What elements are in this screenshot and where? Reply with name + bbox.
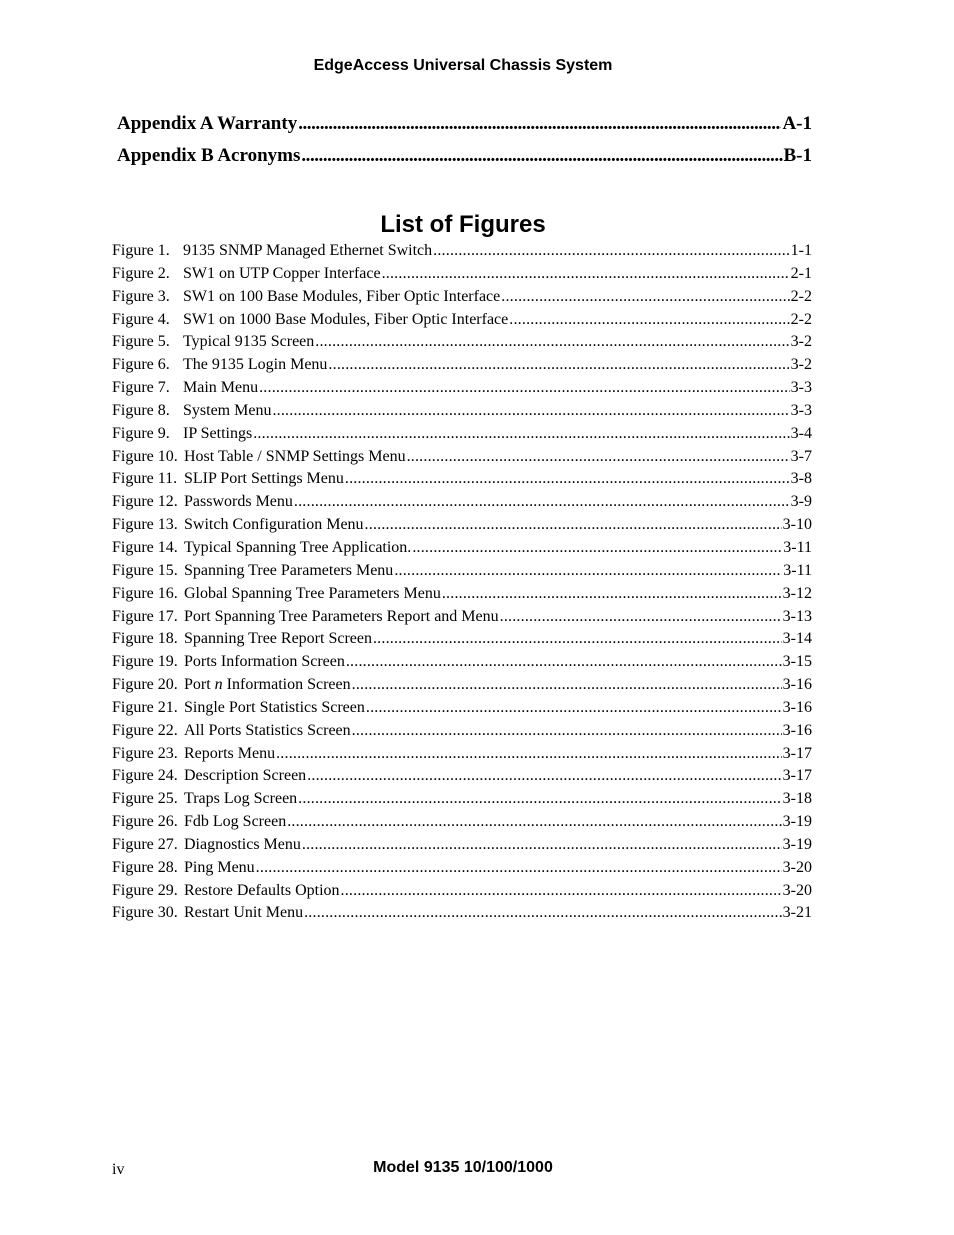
figure-entry-page: 3-2 [790,356,812,374]
figure-entry-label [112,902,303,924]
figure-entry[interactable] [112,491,812,514]
figure-number: Figure 4. [112,310,170,328]
figure-number: Figure 11. [112,470,178,488]
figure-entry[interactable] [112,468,812,491]
figure-title: The 9135 Login Menu [183,356,328,374]
figure-entry-page: 3-15 [782,653,812,671]
figure-entry-page: 3-3 [790,379,812,397]
figure-entry-page: 3-21 [782,904,812,922]
figure-number: Figure 17. [112,607,178,625]
figure-number: Figure 22. [112,721,178,739]
figure-entry[interactable] [112,697,812,720]
figure-entry[interactable] [112,331,812,354]
toc-entry-page: B-1 [783,145,812,166]
dot-leader [276,743,782,765]
dot-leader [412,537,782,559]
figure-entry-page: 3-9 [790,493,812,511]
figure-entry-label [112,583,441,605]
figure-title: Global Spanning Tree Parameters Menu [184,584,441,602]
figure-number: Figure 29. [112,881,178,899]
figure-number: Figure 10. [112,447,178,465]
figure-entry[interactable] [112,811,812,834]
figure-entry-page: 3-3 [790,401,812,419]
figure-number: Figure 27. [112,835,178,853]
figure-entry-page: 3-8 [790,470,812,488]
figure-title: Switch Configuration Menu [184,516,364,534]
figure-entry-label [112,880,340,902]
dot-leader [346,651,782,673]
figure-entry[interactable] [112,765,812,788]
figure-entry-page: 3-17 [782,744,812,762]
figure-title: Spanning Tree Parameters Menu [184,561,394,579]
dot-leader [298,788,782,810]
figure-entry-page: 3-10 [782,516,812,534]
figure-entry-label [112,400,271,422]
dot-leader [501,286,789,308]
figure-entry-label [112,468,344,490]
figure-title-part: Port [184,676,215,694]
figure-entry-page: 3-19 [782,813,812,831]
figure-title: Main Menu [183,379,259,397]
figure-title: Spanning Tree Report Screen [184,630,372,648]
dot-leader [294,491,790,513]
figure-entry[interactable] [112,880,812,903]
figure-title: Single Port Statistics Screen [184,698,365,716]
figure-entry-label [112,560,393,582]
figure-number: Figure 12. [112,493,178,511]
figure-entry-page: 3-16 [782,698,812,716]
dot-leader [328,354,789,376]
figure-number: Figure 3. [112,287,170,305]
dot-leader [509,309,789,331]
figure-number: Figure 8. [112,401,170,419]
dot-leader [287,811,781,833]
figure-title-italic: n [214,676,223,694]
figure-entry-label [112,743,275,765]
figure-entry-label [112,446,406,468]
dot-leader [341,880,782,902]
figure-entry[interactable] [112,537,812,560]
figure-title: Restart Unit Menu [184,904,304,922]
figure-title: Passwords Menu [184,493,293,511]
figure-entry-label [112,537,411,559]
running-header: EdgeAccess Universal Chassis System [313,57,613,74]
toc-entry-appendix-a[interactable] [117,112,812,136]
figure-entry[interactable] [112,788,812,811]
figure-entry[interactable] [112,674,812,697]
figure-entry-page: 3-12 [782,584,812,602]
dot-leader [307,765,781,787]
figure-entry[interactable] [112,743,812,766]
figure-entry-page: 2-2 [790,287,812,305]
figure-entry-label [112,651,345,673]
figure-number: Figure 16. [112,584,178,602]
figure-entry-label [112,240,432,262]
dot-leader [298,112,781,136]
figure-title: Reports Menu [184,744,276,762]
figure-number: Figure 19. [112,653,178,671]
figure-entry[interactable] [112,651,812,674]
figure-entry-label [112,286,500,308]
toc-entry-page: A-1 [782,113,812,134]
figure-entry-page: 3-11 [783,538,812,556]
figure-entry-label [112,834,301,856]
figure-title: SW1 on 1000 Base Modules, Fiber Optic Interface [183,310,509,328]
figure-entry-page: 3-11 [783,561,812,579]
figure-title: SW1 on 100 Base Modules, Fiber Optic Interface [183,287,501,305]
figure-entry[interactable] [112,583,812,606]
footer-page-number: iv [112,1161,125,1178]
figure-entry-page: 2-1 [790,264,812,282]
figure-entry-page: 1-1 [790,242,812,259]
figure-title: Host Table / SNMP Settings Menu [184,447,406,465]
figure-title: SLIP Port Settings Menu [184,470,344,488]
figure-number: Figure 7. [112,379,170,397]
dot-leader [433,240,790,262]
figure-entry-page: 3-7 [790,447,812,465]
figure-entry-page: 3-18 [782,790,812,808]
figure-entry-label [112,491,293,513]
figure-number: Figure 25. [112,790,178,808]
figure-title: IP Settings [183,424,253,442]
figure-entry-label [112,788,297,810]
toc-entry-label: Appendix A Warranty [117,113,298,134]
figure-title: Fdb Log Screen [184,813,287,831]
figure-entry[interactable] [112,606,812,629]
figure-number: Figure 15. [112,561,178,579]
figure-entry[interactable] [112,560,812,583]
dot-leader [272,400,789,422]
figure-number: Figure 20. [112,676,178,694]
figure-number: Figure 24. [112,767,178,785]
figure-entry-label [112,263,381,285]
figure-title: Diagnostics Menu [184,835,301,853]
figure-entry-label [112,309,508,331]
dot-leader [500,606,782,628]
dot-leader [373,628,782,650]
figure-entry[interactable] [112,834,812,857]
dot-leader [304,902,782,924]
dot-leader [301,144,782,168]
figure-number: Figure 28. [112,858,178,876]
figure-entry[interactable] [112,354,812,377]
figure-entry-label [112,697,365,719]
figure-list [112,240,812,925]
figure-number: Figure 13. [112,516,178,534]
dot-leader [345,468,790,490]
figure-entry[interactable] [112,309,812,332]
figure-number: Figure 14. [112,538,178,556]
figure-entry[interactable] [112,902,812,925]
figure-entry[interactable] [112,628,812,651]
figure-entry[interactable] [112,446,812,469]
dot-leader [256,857,782,879]
figure-title: Port Spanning Tree Parameters Report and Menu [184,607,499,625]
figure-entry[interactable] [112,263,812,286]
figure-title: 9135 SNMP Managed Ethernet Switch [183,242,433,259]
dot-leader [394,560,782,582]
figure-title: System Menu [183,401,272,419]
dot-leader [382,263,790,285]
figure-number: Figure 1. [112,242,170,259]
figure-entry-page: 3-20 [782,881,812,899]
dot-leader [302,834,782,856]
dot-leader [365,514,782,536]
figure-number: Figure 23. [112,744,178,762]
dot-leader [442,583,782,605]
figure-title-part: Information Screen [222,676,351,694]
figure-entry-page: 3-19 [782,835,812,853]
figure-number: Figure 30. [112,904,178,922]
figure-entry-page: 3-14 [782,630,812,648]
figure-entry[interactable] [112,514,812,537]
figure-title: Ping Menu [184,858,255,876]
figure-number: Figure 2. [112,264,170,282]
figure-title: Restore Defaults Option [184,881,340,899]
footer-model: Model 9135 10/100/1000 [373,1159,553,1176]
figure-entry[interactable] [112,720,812,743]
figure-entry[interactable] [112,286,812,309]
figure-entry-label [112,811,286,833]
figure-number: Figure 9. [112,424,170,442]
dot-leader [407,446,790,468]
dot-leader [253,423,789,445]
figure-entry-label [112,331,314,353]
figure-entry-label [112,377,258,399]
figure-entry-page: 2-2 [790,310,812,328]
figure-entry-label [112,628,372,650]
dot-leader [259,377,790,399]
figure-title: SW1 on UTP Copper Interface [183,264,381,282]
figure-entry-page: 3-2 [790,333,812,351]
figure-entry-page: 3-13 [782,607,812,625]
figure-title: Typical Spanning Tree Application. [184,538,412,556]
figure-entry[interactable] [112,377,812,400]
figure-number: Figure 21. [112,698,178,716]
figure-entry-page: 3-4 [790,424,812,442]
figure-entry-page: 3-20 [782,858,812,876]
figure-entry-page: 3-17 [782,767,812,785]
figure-entry-label [112,765,306,787]
figure-entry-label [112,354,327,376]
figure-title: All Ports Statistics Screen [184,721,351,739]
figure-entry-label [112,720,351,742]
figure-number: Figure 6. [112,356,170,374]
figure-title: Ports Information Screen [184,653,345,671]
figure-entry-label [112,857,255,879]
figure-entry[interactable] [112,240,812,263]
toc-entry-appendix-b[interactable] [117,144,812,168]
figure-entry-label [112,606,499,628]
dot-leader [315,331,789,353]
figure-entry-label [112,514,364,536]
toc-entry-label: Appendix B Acronyms [117,145,301,166]
dot-leader [352,674,782,696]
dot-leader [366,697,782,719]
figure-entry-label [112,674,351,696]
figure-entry-page: 3-16 [782,721,812,739]
figure-title: Description Screen [184,767,307,785]
figure-number: Figure 18. [112,630,178,648]
dot-leader [352,720,782,742]
figure-entry[interactable] [112,423,812,446]
figure-entry-page: 3-16 [782,676,812,694]
figure-title: Traps Log Screen [184,790,298,808]
figure-entry[interactable] [112,857,812,880]
section-title-list-of-figures: List of Figures [380,211,546,238]
figure-entry-label [112,423,252,445]
figure-number: Figure 26. [112,813,178,831]
figure-number: Figure 5. [112,333,170,351]
figure-entry[interactable] [112,400,812,423]
figure-title: Typical 9135 Screen [183,333,315,351]
